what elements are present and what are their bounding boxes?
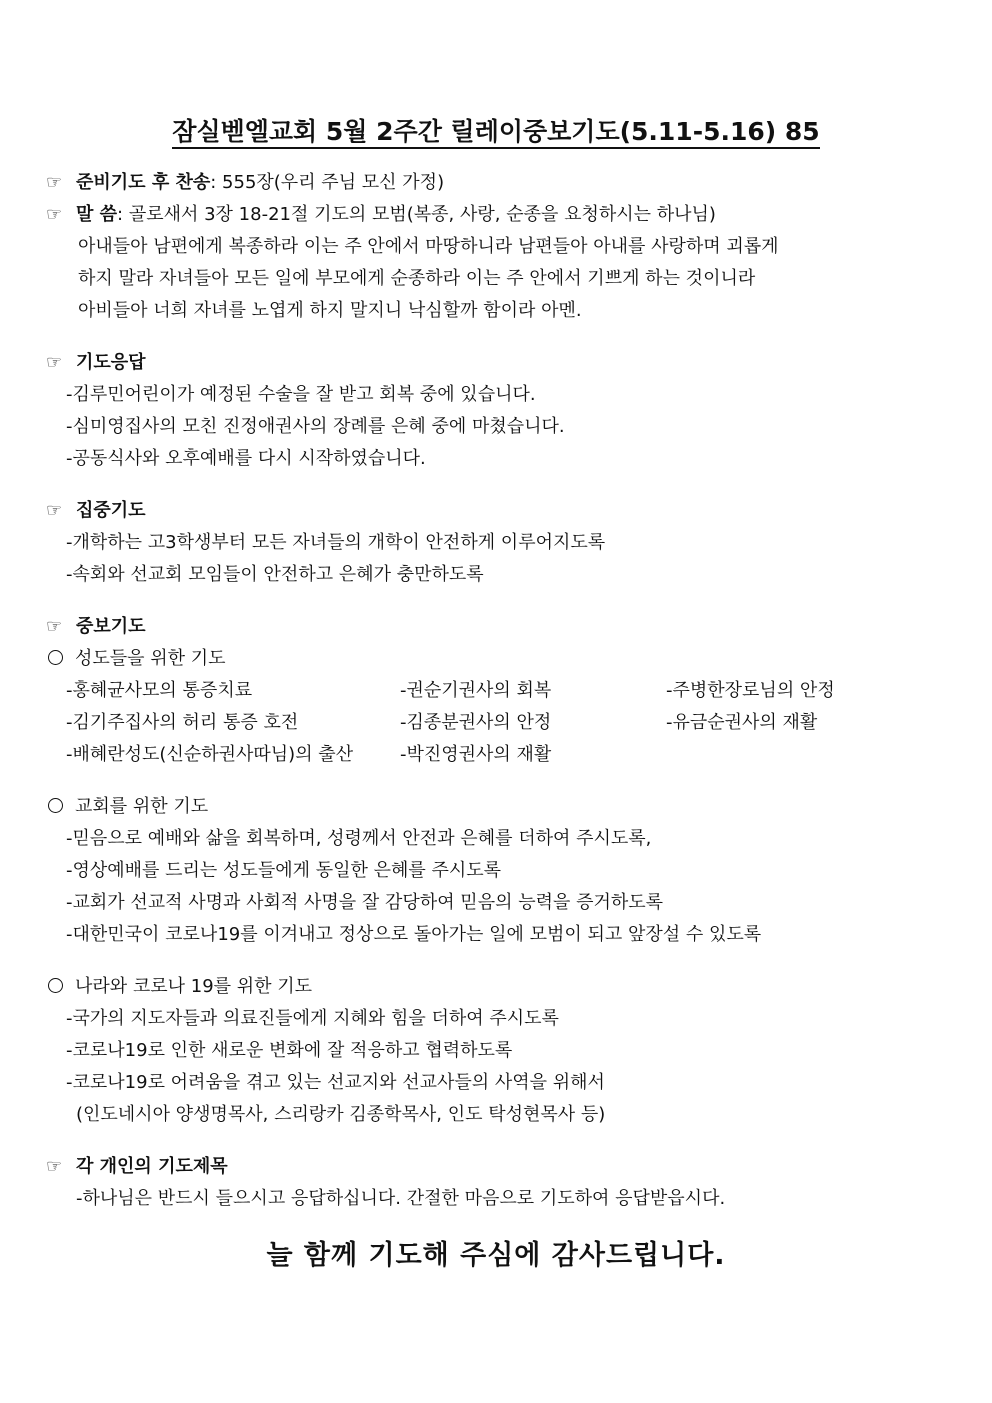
hymn-line <box>46 170 444 196</box>
list-item: -대한민국이 코로나19를 이겨내고 정상으로 돌아가는 일에 모범이 되고 앞장설 수 있도록 <box>66 924 762 945</box>
pointing-hand-icon: ☞ <box>46 352 63 373</box>
intercession-label: 중보기도 <box>76 616 146 637</box>
personal-heading <box>46 1154 228 1180</box>
saints-item: -박진영권사의 재활 <box>400 744 552 765</box>
list-item: -공동식사와 오후예배를 다시 시작하였습니다. <box>66 448 426 469</box>
nation-subheading: 나라와 코로나 19를 위한 기도 <box>48 974 312 1000</box>
hymn-text: : 555장(우리 주님 모신 가정) <box>210 172 445 193</box>
word-text: : 골로새서 3장 18-21절 기도의 모범(복종, 사랑, 순종을 요청하시는 하나님) <box>117 204 716 225</box>
circle-bullet-icon <box>48 798 63 813</box>
scripture-line: 하지 말라 자녀들아 모든 일에 부모에게 순종하라 이는 주 안에서 기쁘게 하는 것이니라 <box>78 268 756 289</box>
list-item: -국가의 지도자들과 의료진들에게 지혜와 힘을 더하여 주시도록 <box>66 1008 559 1029</box>
saints-item: -김종분권사의 안정 <box>400 712 552 733</box>
saints-subheading: 성도들을 위한 기도 <box>48 646 226 672</box>
closing-message: 늘 함께 기도해 주심에 감사드립니다. <box>266 1240 726 1271</box>
church-subheading: 교회를 위한 기도 <box>48 794 208 820</box>
saints-item: -권순기권사의 회복 <box>400 680 552 701</box>
personal-label: 각 개인의 기도제목 <box>76 1156 228 1177</box>
list-item: -교회가 선교적 사명과 사회적 사명을 잘 감당하여 믿음의 능력을 증거하도록 <box>66 892 664 913</box>
saints-item: -홍혜균사모의 통증치료 <box>66 680 253 701</box>
focus-label: 집중기도 <box>76 500 146 521</box>
list-item: -믿음으로 예배와 삶을 회복하며, 성령께서 안전과 은혜를 더하여 주시도록, <box>66 828 652 849</box>
answers-label: 기도응답 <box>76 352 146 373</box>
answers-heading <box>46 350 146 376</box>
list-item: -코로나19로 인한 새로운 변화에 잘 적응하고 협력하도록 <box>66 1040 513 1061</box>
word-label: 말 씀 <box>76 204 118 225</box>
document-title: 잠실벧엘교회 5월 2주간 릴레이중보기도(5.11-5.16) 85 <box>0 112 992 152</box>
list-item: -개학하는 고3학생부터 모든 자녀들의 개학이 안전하게 이루어지도록 <box>66 532 606 553</box>
pointing-hand-icon: ☞ <box>46 616 63 637</box>
focus-heading <box>46 498 146 524</box>
circle-bullet-icon <box>48 650 63 665</box>
saints-item: -김기주집사의 허리 통증 호전 <box>66 712 299 733</box>
list-item: -속회와 선교회 모임들이 안전하고 은혜가 충만하도록 <box>66 564 484 585</box>
saints-item: -유금순권사의 재활 <box>666 712 818 733</box>
word-line <box>46 202 716 228</box>
list-item: (인도네시아 양생명목사, 스리랑카 김종학목사, 인도 탁성현목사 등) <box>76 1104 606 1125</box>
list-item: -김루민어린이가 예정된 수술을 잘 받고 회복 중에 있습니다. <box>66 384 536 405</box>
saints-item: -주병한장로님의 안정 <box>666 680 835 701</box>
scripture-line: 아내들아 남편에게 복종하라 이는 주 안에서 마땅하니라 남편들아 아내를 사랑하며 괴롭게 <box>78 236 779 257</box>
pointing-hand-icon: ☞ <box>46 1156 63 1177</box>
hymn-label: 준비기도 후 찬송 <box>76 172 211 193</box>
list-item: -영상예배를 드리는 성도들에게 동일한 은혜를 주시도록 <box>66 860 502 881</box>
personal-text: -하나님은 반드시 들으시고 응답하십니다. 간절한 마음으로 기도하여 응답받읍시다. <box>76 1188 726 1209</box>
pointing-hand-icon: ☞ <box>46 172 63 193</box>
circle-bullet-icon <box>48 978 63 993</box>
intercession-heading <box>46 614 146 640</box>
scripture-line: 아비들아 너희 자녀를 노엽게 하지 말지니 낙심할까 함이라 아멘. <box>78 300 582 321</box>
list-item: -코로나19로 어려움을 겪고 있는 선교지와 선교사들의 사역을 위해서 <box>66 1072 605 1093</box>
pointing-hand-icon: ☞ <box>46 204 63 225</box>
list-item: -심미영집사의 모친 진정애권사의 장례를 은혜 중에 마쳤습니다. <box>66 416 565 437</box>
saints-item: -배혜란성도(신순하권사따님)의 출산 <box>66 744 354 765</box>
pointing-hand-icon: ☞ <box>46 500 63 521</box>
